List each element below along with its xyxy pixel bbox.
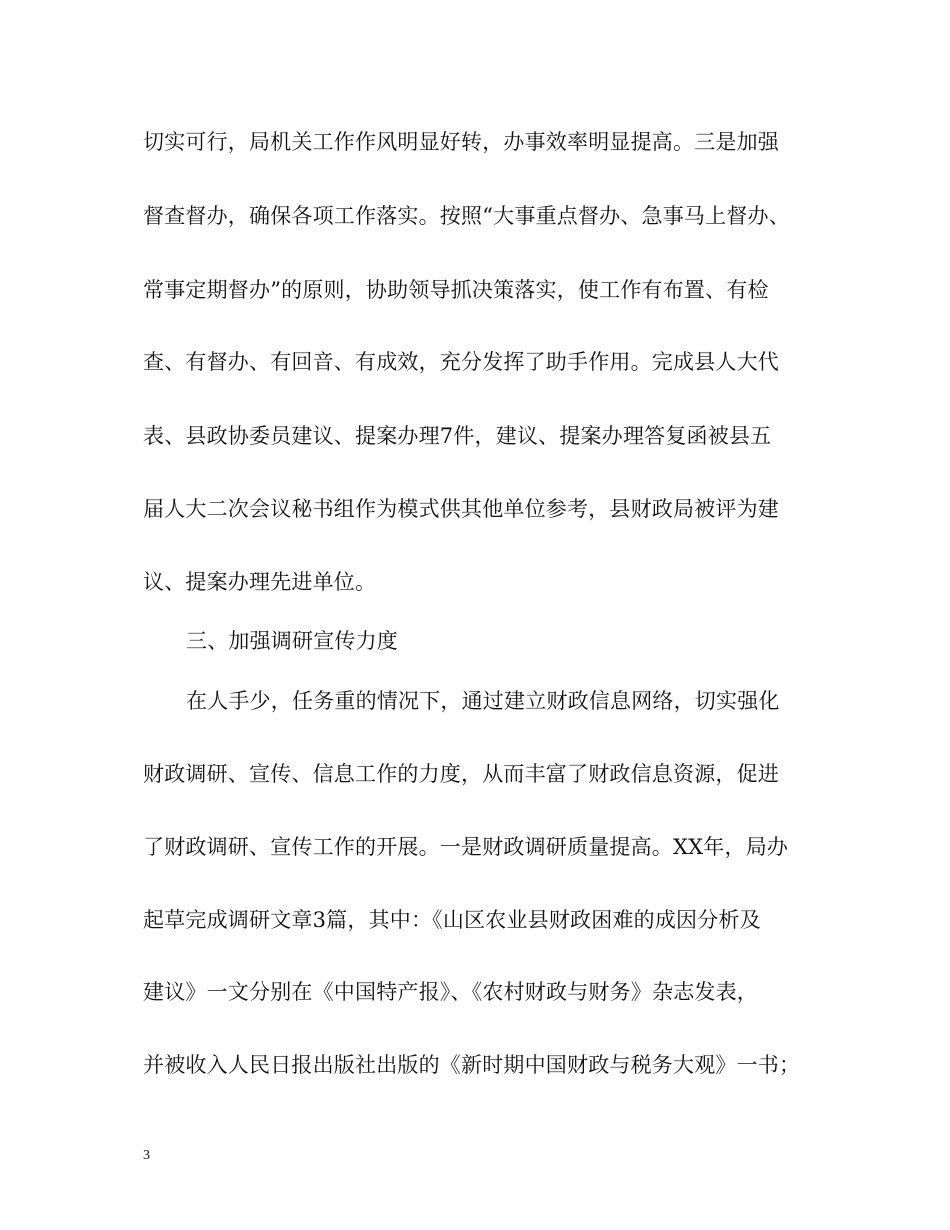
text-line: 并被收入人民日报出版社出版的《新时期中国财政与税务大观》一书； bbox=[143, 1053, 801, 1077]
text-line: 财政调研、宣传、信息工作的力度，从而丰富了财政信息资源，促进 bbox=[143, 762, 779, 786]
text-line: 督查督办，确保各项工作落实。按照“大事重点督办、急事马上督办、 bbox=[143, 204, 790, 228]
text-line: 在人手少，任务重的情况下，通过建立财政信息网络，切实强化 bbox=[186, 689, 780, 713]
page-number: 3 bbox=[143, 1148, 150, 1163]
text-line: 切实可行，局机关工作作风明显好转，办事效率明显提高。三是加强 bbox=[143, 130, 779, 154]
text-line: 表、县政协委员建议、提案办理7件，建议、提案办理答复函被县五 bbox=[143, 424, 772, 448]
text-line: 了财政调研、宣传工作的开展。一是财政调研质量提高。XX年，局办 bbox=[143, 835, 789, 859]
text-line: 议、提案办理先进单位。 bbox=[143, 570, 377, 594]
text-line: 起草完成调研文章3篇，其中：《山区农业县财政困难的成因分析及 bbox=[143, 908, 761, 932]
text-line: 建议》一文分别在《中国特产报》、《农村财政与财务》杂志发表， bbox=[143, 980, 758, 1004]
section-heading: 三、加强调研宣传力度 bbox=[186, 629, 398, 653]
text-line: 届人大二次会议秘书组作为模式供其他单位参考，县财政局被评为建 bbox=[143, 497, 779, 521]
text-line: 查、有督办、有回音、有成效，充分发挥了助手作用。完成县人大代 bbox=[143, 350, 779, 374]
text-line: 常事定期督办”的原则，协助领导抓决策落实，使工作有布置、有检 bbox=[143, 278, 769, 302]
